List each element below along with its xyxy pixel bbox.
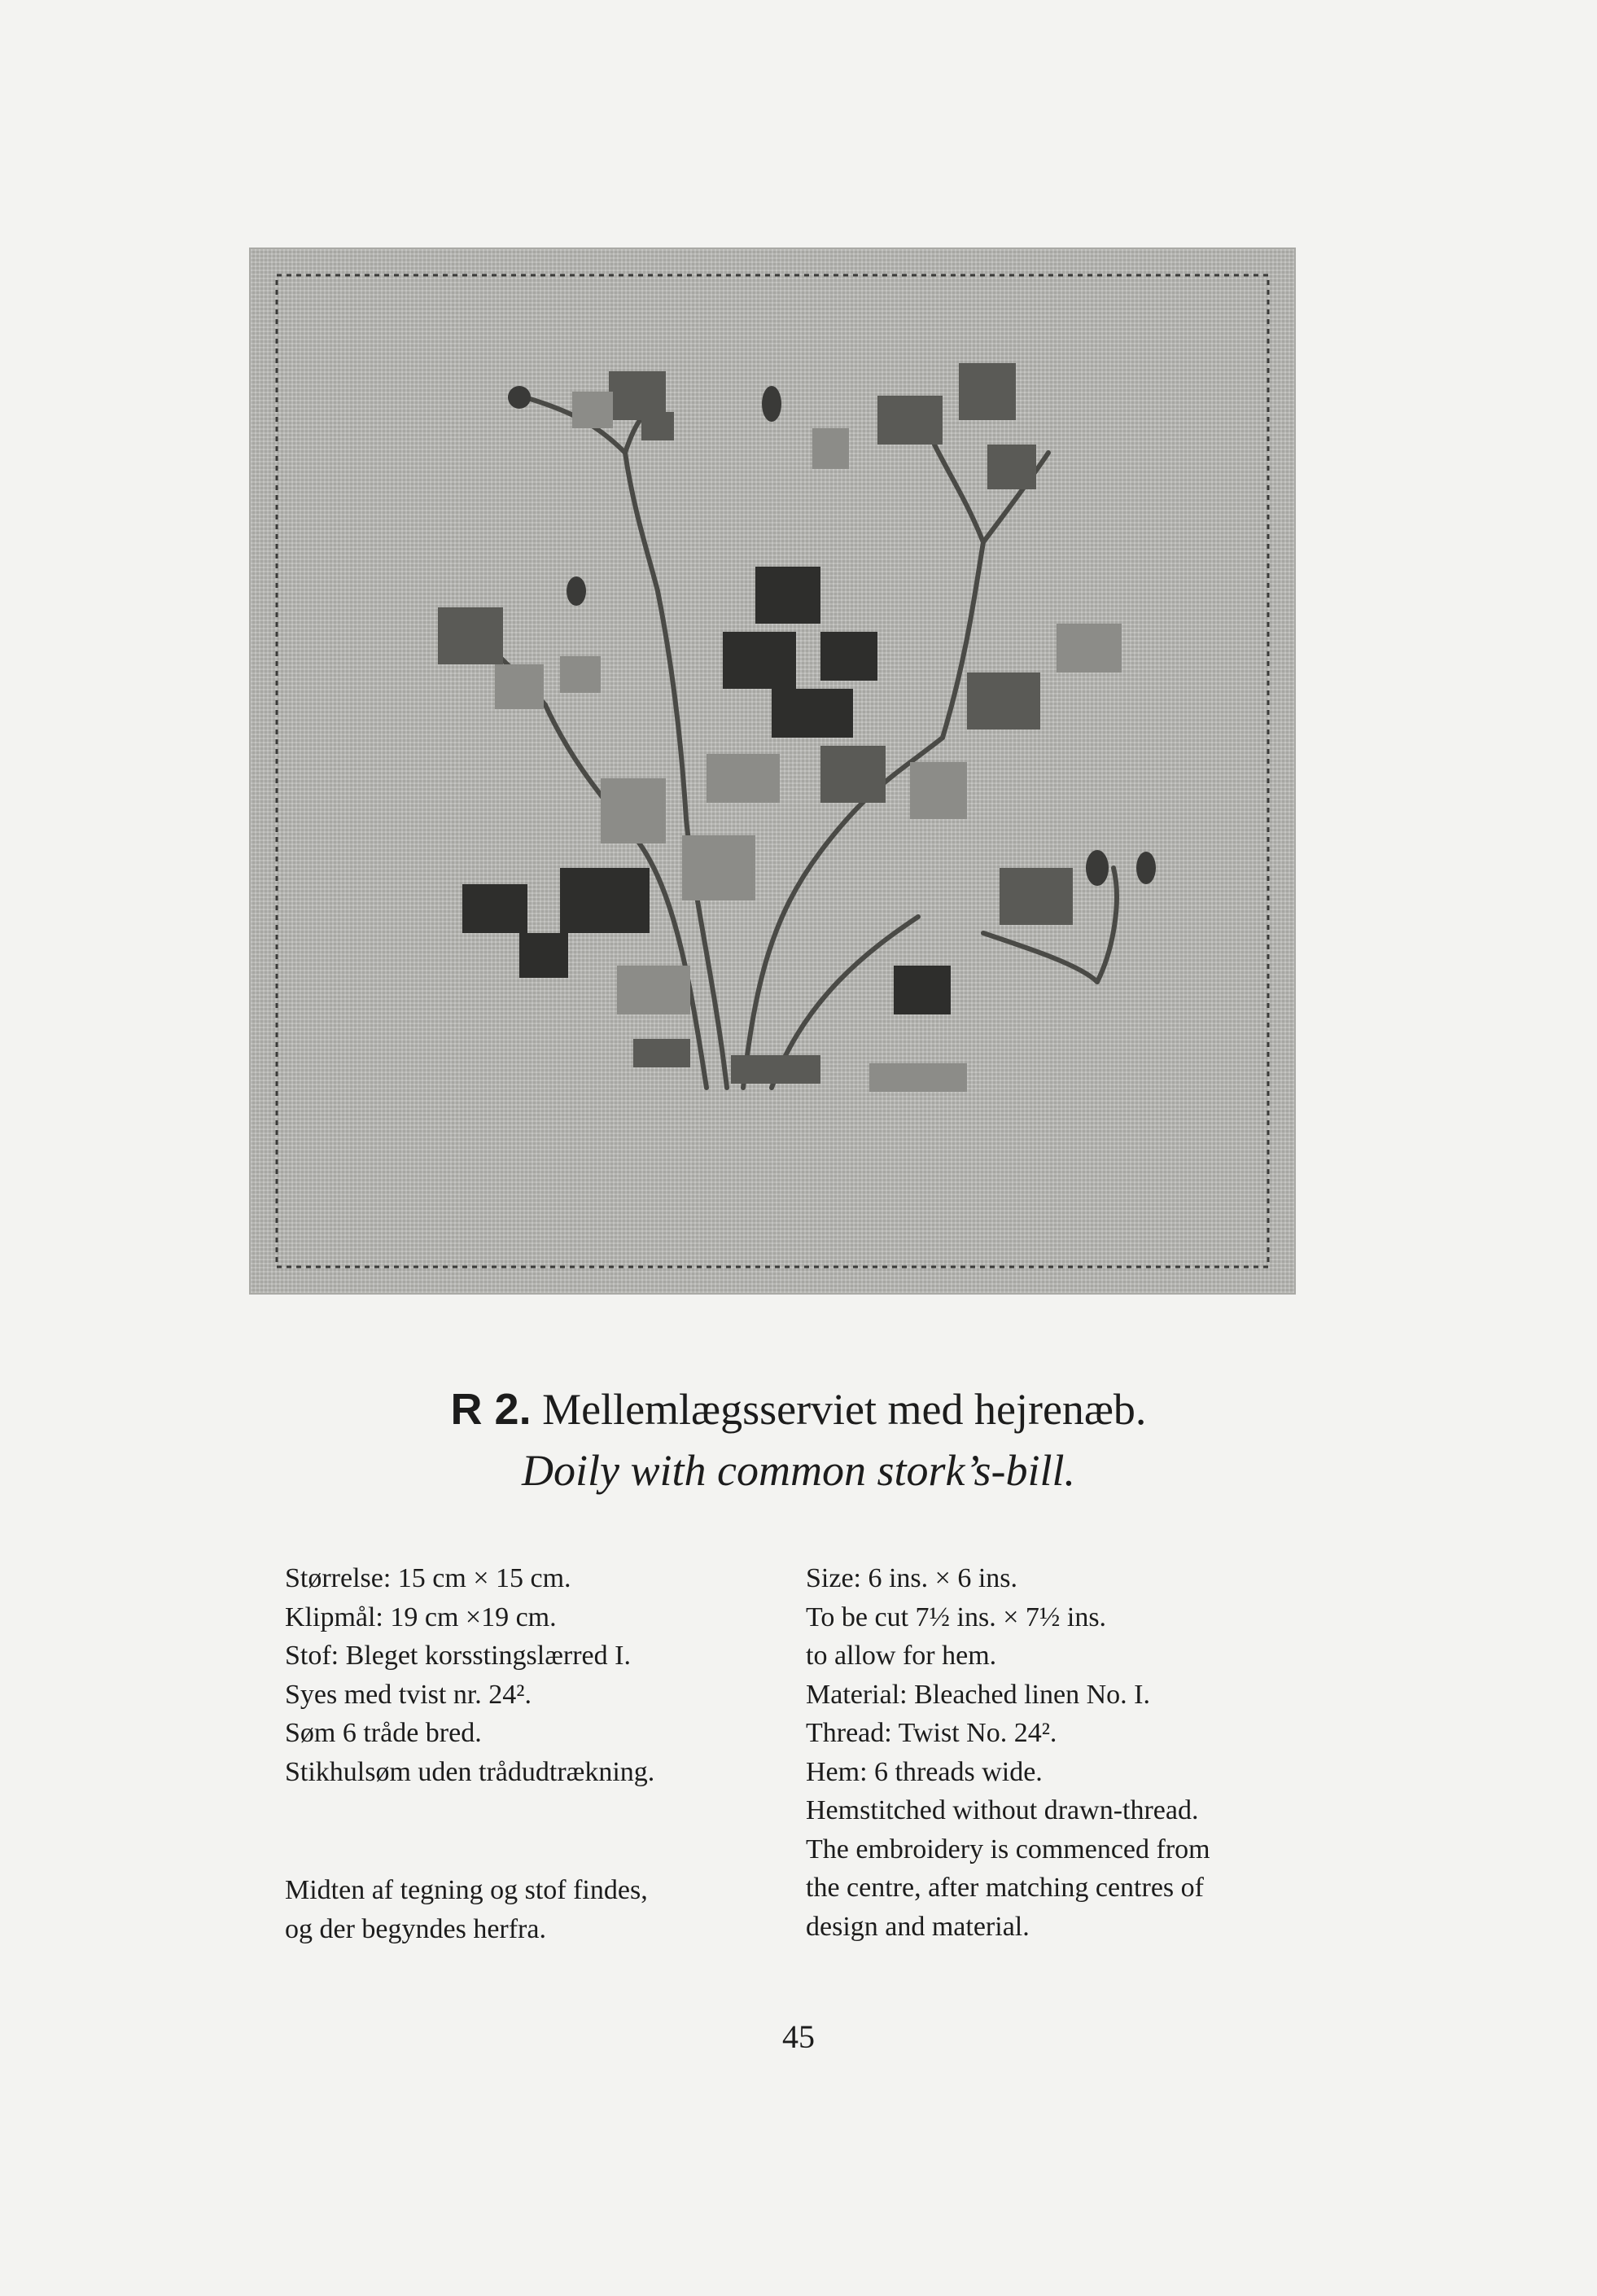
english-spec-line: Thread: Twist No. 24². — [806, 1718, 1057, 1748]
cross-stitch-storks-bill-motif — [251, 249, 1294, 1293]
danish-spec-line: Søm 6 tråde bred. — [285, 1718, 482, 1748]
danish-note-line: Midten af tegning og stof findes, — [285, 1875, 648, 1905]
english-spec-line: Material: Bleached linen No. I. — [806, 1679, 1150, 1710]
danish-spec-line: Syes med tvist nr. 24². — [285, 1679, 532, 1710]
english-spec-line: Hemstitched without drawn-thread. — [806, 1795, 1199, 1825]
english-spec-line: Size: 6 ins. × 6 ins. — [806, 1563, 1018, 1593]
english-spec-line: Hem: 6 threads wide. — [806, 1756, 1043, 1787]
page-number: 45 — [782, 2018, 815, 2055]
caption-title — [0, 1384, 1597, 1435]
english-spec-line: To be cut 7½ ins. × 7½ ins. — [806, 1602, 1107, 1632]
danish-spec-line: Størrelse: 15 cm × 15 cm. — [285, 1563, 571, 1593]
english-spec-line: to allow for hem. — [806, 1641, 997, 1671]
danish-spec-line: Stikhulsøm uden trådudtrækning. — [285, 1756, 655, 1787]
english-specs — [806, 1559, 1210, 1946]
danish-note-line: og der begyndes herfra. — [285, 1913, 546, 1944]
english-spec-line: the centre, after matching centres of — [806, 1873, 1204, 1903]
danish-specs — [285, 1559, 654, 1791]
english-spec-line: The embroidery is commenced from — [806, 1834, 1210, 1864]
danish-note — [285, 1871, 648, 1948]
embroidered-doily-photo — [251, 249, 1294, 1293]
danish-spec-line: Stof: Bleget korsstingslærred I. — [285, 1641, 631, 1671]
english-title: Doily with common stork’s-bill. — [522, 1446, 1075, 1495]
stems — [470, 396, 1117, 1088]
pattern-code: R 2. — [450, 1385, 532, 1434]
cross-stitch-clusters — [438, 363, 1122, 1092]
danish-spec-line: Klipmål: 19 cm ×19 cm. — [285, 1602, 557, 1632]
danish-title: Mellemlægsserviet med hejrenæb. — [542, 1385, 1147, 1434]
english-spec-line: design and material. — [806, 1911, 1030, 1942]
